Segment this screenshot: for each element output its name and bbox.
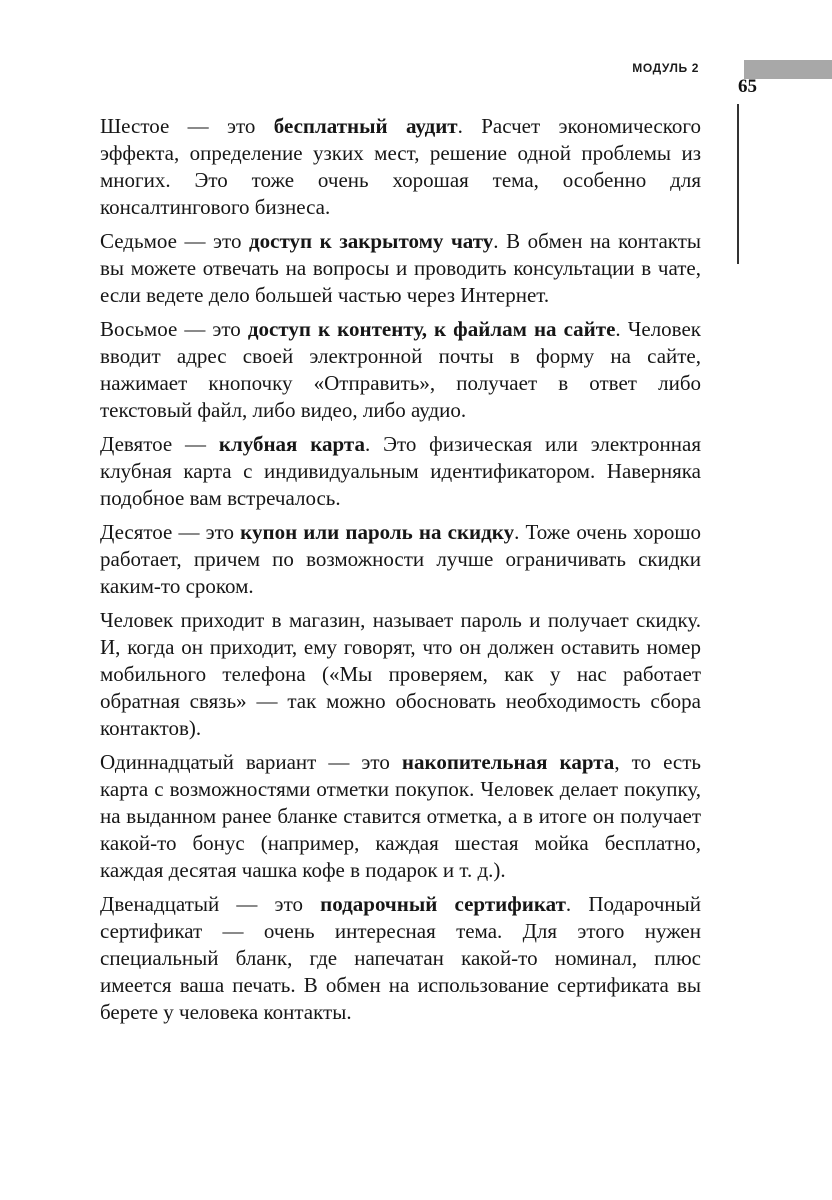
text-run: Восьмое — это (100, 317, 248, 341)
text-run: . Тоже очень хорошо работает, причем по возможности лучше ограничивать скидки каким-то сроком. (100, 520, 701, 598)
text-run: Шестое — это (100, 114, 274, 138)
bold-text-run: бесплатный аудит (273, 114, 458, 138)
text-run: Девятое — (100, 432, 219, 456)
text-run: Десятое — это (100, 520, 241, 544)
bold-text-run: клубная карта (218, 432, 365, 456)
bold-text-run: подарочный сертификат (320, 892, 566, 916)
paragraph (100, 749, 701, 884)
running-title: МОДУЛЬ 2 (632, 61, 699, 75)
text-run: Двенадцатый — это (100, 892, 321, 916)
text-run: , то есть карта с возможностями отметки покупок. Человек делает покупку, на выданном ранее бланке ставится отметка, а в итоге он получает какой-то бонус (например, каждая шестая мойка бесплатно, каждая десятая чашка кофе в подарок и т. д.). (100, 750, 701, 882)
page-number: 65 (738, 76, 757, 97)
corner-decoration-bar (744, 60, 832, 79)
text-column (100, 113, 701, 1026)
text-run: Седьмое — это (100, 229, 250, 253)
paragraph (100, 316, 701, 424)
text-run: Человек приходит в магазин, называет пароль и получает скидку. И, когда он приходит, ему говорят, что он должен оставить номер мобильного телефона («Мы проверяем, как у нас работает обратная связь» — так можно обосновать необходимость сбора контактов). (100, 608, 701, 740)
text-run: . Человек вводит адрес своей электронной почты в форму на сайте, нажимает кнопочку «Отправить», получает в ответ либо текстовый файл, либо видео, либо аудио. (100, 317, 701, 422)
text-run: . Подарочный сертификат — очень интересная тема. Для этого нужен специальный бланк, где напечатан какой-то номинал, плюс имеется ваша печать. В обмен на использование сертификата вы берете у человека контакты. (100, 892, 702, 1024)
paragraph (100, 113, 701, 221)
margin-rule (737, 104, 739, 264)
paragraph (100, 228, 701, 309)
paragraph (100, 891, 701, 1026)
bold-text-run: накопительная карта (401, 750, 615, 774)
text-run: . Это физическая или электронная клубная карта с индивидуальным идентификатором. Наверняка подобное вам встречалось. (100, 432, 701, 510)
bold-text-run: доступ к контенту, к файлам на сайте (247, 317, 616, 341)
bold-text-run: купон или пароль на скидку (240, 520, 515, 544)
text-run: . Расчет экономического эффекта, определение узких мест, решение одной проблемы из многих. Это тоже очень хорошая тема, особенно для консалтингового бизнеса. (100, 114, 701, 219)
bold-text-run: доступ к закрытому чату (249, 229, 494, 253)
text-run: . В обмен на контакты вы можете отвечать на вопросы и проводить консультации в чате, если ведете дело большей частью через Интернет. (100, 229, 701, 307)
paragraph (100, 431, 701, 512)
paragraph (100, 607, 701, 742)
text-run: Одиннадцатый вариант — это (100, 750, 402, 774)
paragraph (100, 519, 701, 600)
